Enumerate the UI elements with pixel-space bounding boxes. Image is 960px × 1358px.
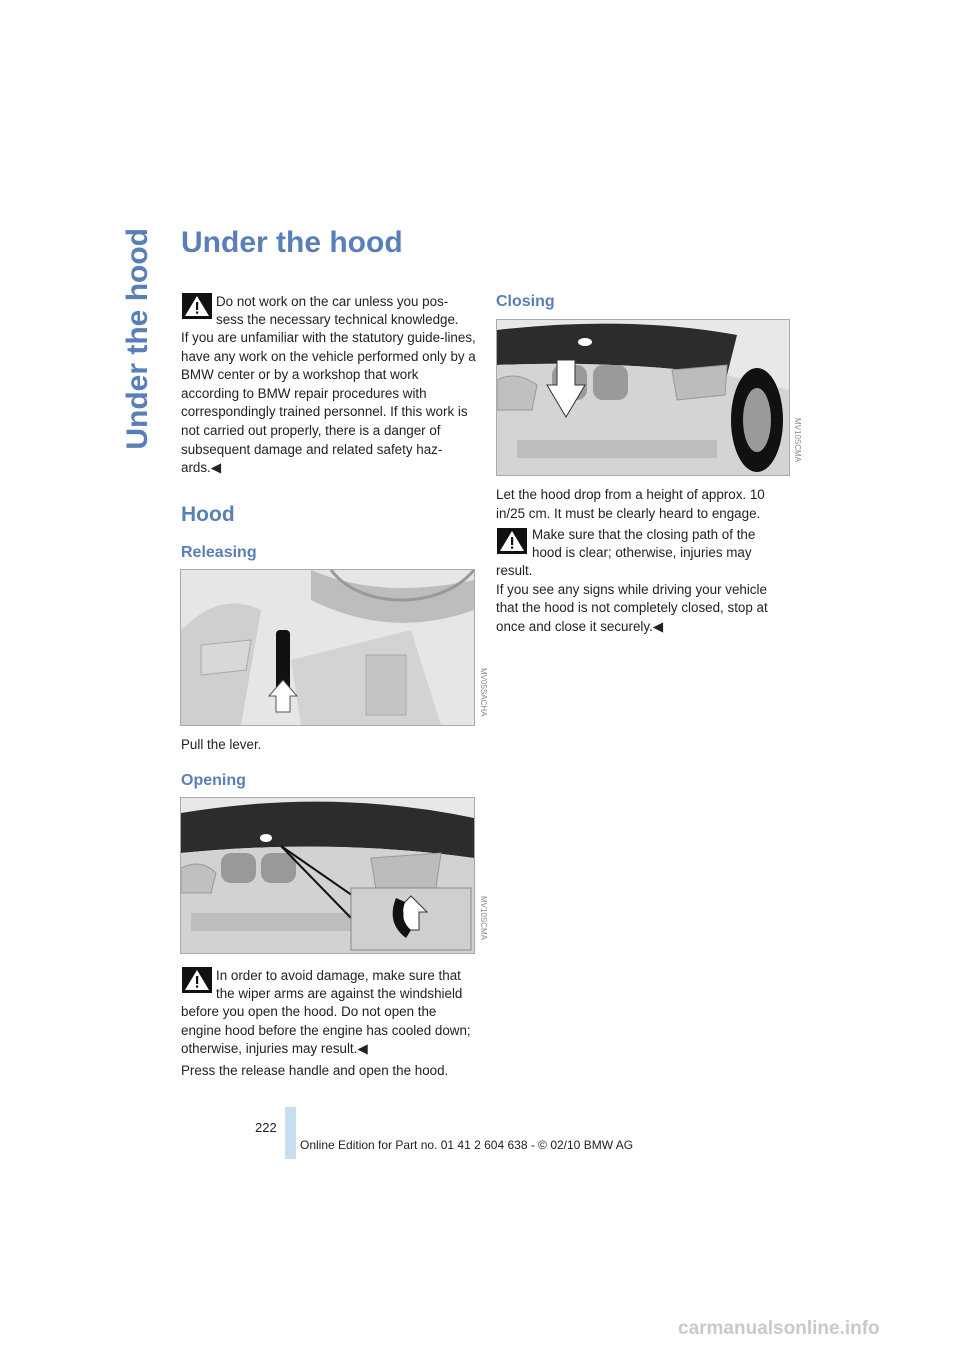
closing-warning-line2: hood is clear; otherwise, injuries may <box>532 545 752 560</box>
opening-warning-line2: the wiper arms are against the windshield <box>216 986 463 1001</box>
intro-warning-line1: Do not work on the car unless you pos- <box>216 294 449 309</box>
warning-icon <box>182 967 212 993</box>
closing-warning-text: result. If you see any signs while driving your vehicle that the hood is not completely closed, stop at once and close it securely.◀ <box>496 563 768 634</box>
opening-figure <box>180 797 475 954</box>
subheading-closing: Closing <box>496 293 555 310</box>
opening-instruction: Press the release handle and open the hood. <box>181 1063 449 1078</box>
subheading-releasing: Releasing <box>181 544 257 561</box>
footer-bar <box>285 1107 296 1159</box>
closing-text: Let the hood drop from a height of approx. 10 in/25 cm. It must be clearly heard to engage. <box>496 487 765 521</box>
side-tab <box>118 228 158 458</box>
watermark: carmanualsonline.info <box>678 1318 880 1339</box>
releasing-figure <box>180 569 475 726</box>
releasing-figure-code: MV05SACHA <box>479 668 488 717</box>
side-tab-label: Under the hood <box>121 228 154 450</box>
opening-warning-line1: In order to avoid damage, make sure that <box>216 968 461 983</box>
closing-figure <box>496 319 790 476</box>
page-title: Under the hood <box>181 226 403 259</box>
warning-icon <box>182 293 212 319</box>
page-number: 222 <box>255 1120 277 1135</box>
intro-warning-text: If you are unfamiliar with the statutory guide-lines, have any work on the vehicle performed only by a BMW center or by a workshop that work according to BMW repair procedures with correspondingly trained personnel. If this work is not carried out properly, there is a danger of subsequent damage and related safety haz-ards.◀ <box>181 330 476 476</box>
closing-warning-line1: Make sure that the closing path of the <box>532 527 756 542</box>
section-heading-hood: Hood <box>181 503 235 526</box>
closing-figure-code: MV10SCMA <box>793 418 802 463</box>
subheading-opening: Opening <box>181 772 246 789</box>
warning-icon <box>497 528 527 554</box>
releasing-caption: Pull the lever. <box>181 737 262 752</box>
opening-figure-code: MV10SCMA <box>479 896 488 941</box>
opening-warning-text: before you open the hood. Do not open the engine hood before the engine has cooled down; otherwise, injuries may result.◀ <box>181 1004 471 1057</box>
intro-warning-line2: sess the necessary technical knowledge. <box>216 312 459 327</box>
footer-text: Online Edition for Part no. 01 41 2 604 638 - © 02/10 BMW AG <box>300 1138 634 1152</box>
